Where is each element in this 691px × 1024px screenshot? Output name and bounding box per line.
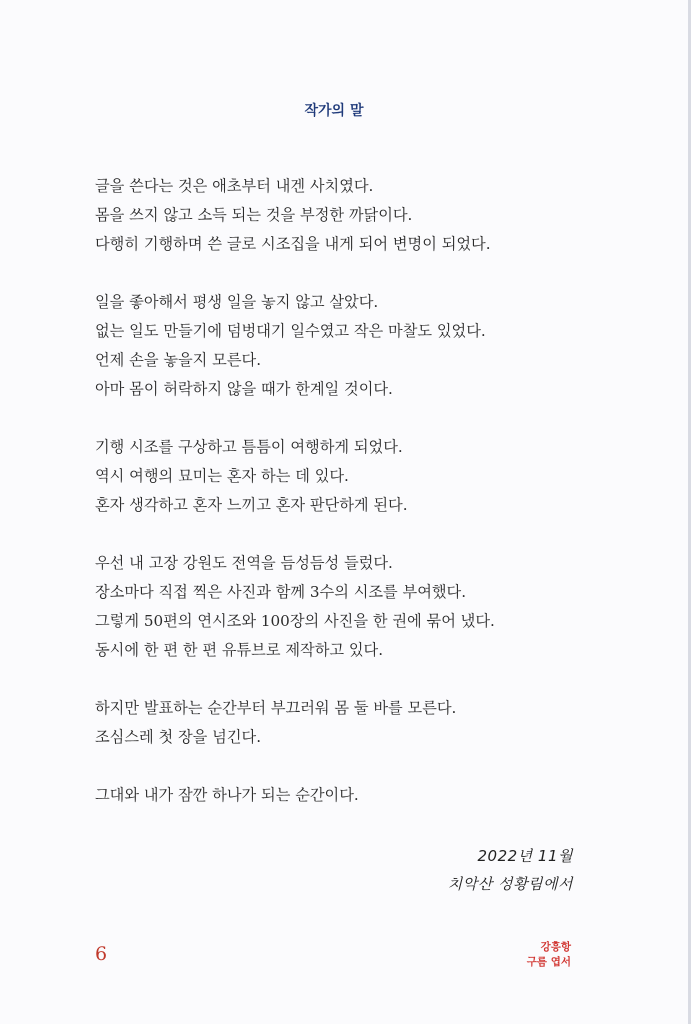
text-line: 장소마다 직접 찍은 사진과 함께 3수의 시조를 부여했다. xyxy=(95,583,467,601)
text-line: 글을 쓴다는 것은 애초부터 내겐 사치였다. xyxy=(95,177,374,195)
text-line: 혼자 생각하고 혼자 느끼고 혼자 판단하게 된다. xyxy=(95,496,408,514)
text-line: 하지만 발표하는 순간부터 부끄러워 몸 둘 바를 모른다. xyxy=(95,699,457,717)
brand-author: 강흥항 xyxy=(540,941,571,953)
paragraph-4 xyxy=(95,549,615,665)
paragraph-2 xyxy=(95,288,615,404)
author-signature xyxy=(448,842,573,898)
text-line: 그대와 내가 잠깐 하나가 되는 순간이다. xyxy=(95,786,359,804)
text-line: 몸을 쓰지 않고 소득 되는 것을 부정한 까닭이다. xyxy=(95,206,413,224)
text-line: 그렇게 50편의 연시조와 100장의 사진을 한 권에 묶어 냈다. xyxy=(95,612,495,630)
text-line: 일을 좋아해서 평생 일을 놓지 않고 살았다. xyxy=(95,293,379,311)
text-line: 역시 여행의 묘미는 혼자 하는 데 있다. xyxy=(95,467,349,485)
paragraph-6 xyxy=(95,781,615,810)
text-line: 조심스레 첫 장을 넘긴다. xyxy=(95,728,262,746)
text-line: 아마 몸이 허락하지 않을 때가 한계일 것이다. xyxy=(95,380,393,398)
book-brand xyxy=(527,940,571,970)
paragraph-5 xyxy=(95,694,615,752)
text-line: 다행히 기행하며 쓴 글로 시조집을 내게 되어 변명이 되었다. xyxy=(95,235,491,253)
signature-place: 치악산 성황림에서 xyxy=(447,875,573,893)
paragraph-1 xyxy=(95,172,615,259)
brand-title: 구름 엽서 xyxy=(526,956,571,968)
page-title: 작가의 말 xyxy=(304,103,364,119)
text-line: 우선 내 고장 강원도 전역을 듬성듬성 들렀다. xyxy=(95,554,393,572)
text-line: 언제 손을 놓을지 모른다. xyxy=(95,351,262,369)
text-line: 없는 일도 만들기에 덤벙대기 일수였고 작은 마찰도 있었다. xyxy=(95,322,486,340)
text-line: 동시에 한 편 한 편 유튜브로 제작하고 있다. xyxy=(95,641,384,659)
text-line: 기행 시조를 구상하고 틈틈이 여행하게 되었다. xyxy=(95,438,403,456)
signature-date: 2022년 11월 xyxy=(477,847,573,865)
paragraph-3 xyxy=(95,433,615,520)
preface-body xyxy=(95,172,615,839)
page-number: 6 xyxy=(95,943,108,965)
